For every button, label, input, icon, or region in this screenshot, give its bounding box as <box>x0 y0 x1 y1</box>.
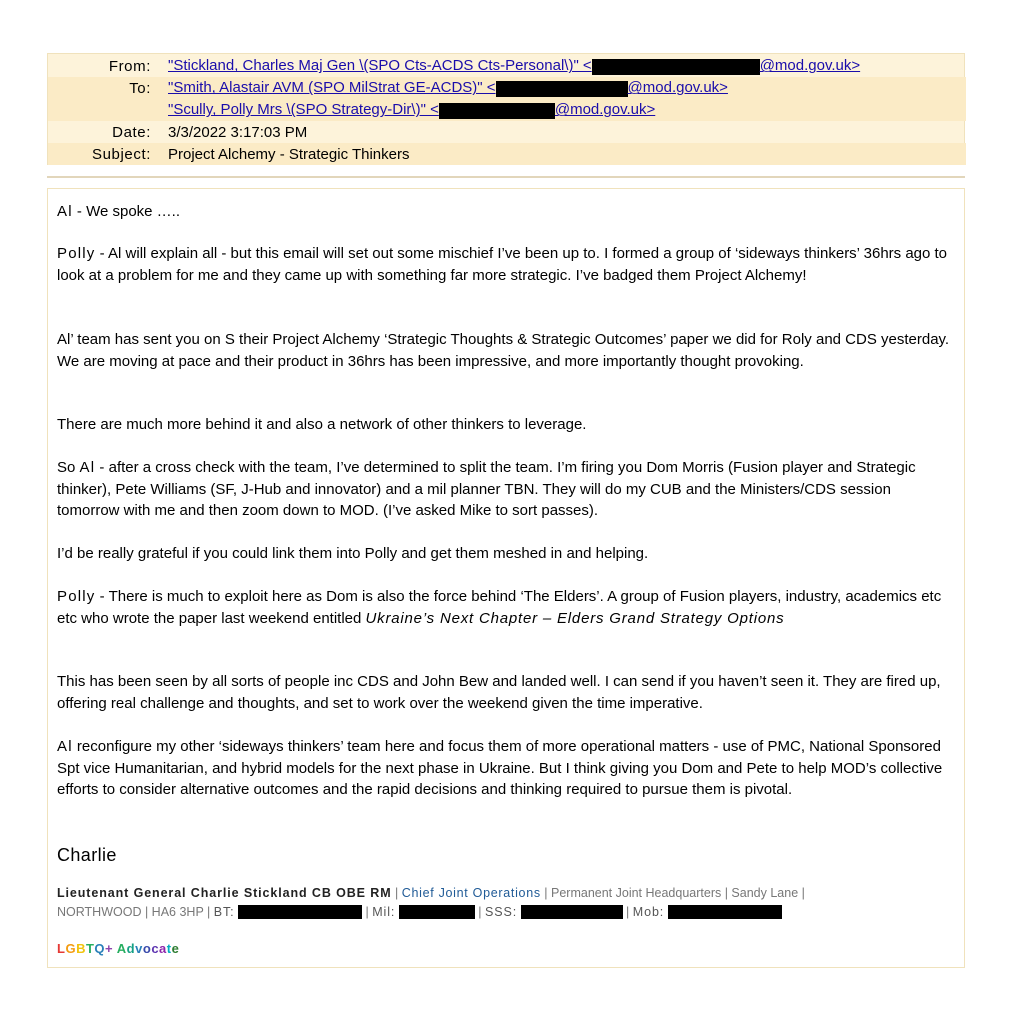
paper-title: Ukraine’s Next Chapter – Elders Grand Strategy Options <box>365 609 785 627</box>
recipient-name: Al <box>57 203 73 220</box>
to1-name: "Smith, Alastair AVM (SPO MilStrat GE-ACDS)" < <box>168 79 496 97</box>
badge-letter: G <box>65 941 77 956</box>
from-label: From: <box>108 57 151 75</box>
badge-letter: t <box>166 941 172 956</box>
signature-full-name: Lieutenant General Charlie Stickland CB OBE RM <box>57 886 392 900</box>
paragraph-3: Al’ team has sent you on S their Project Alchemy ‘Strategic Thoughts & Strategic Outcomes’ paper we did for Roly and CDS yesterday. We are moving at pace and their product in 36hrs has been impressive, and more importantly thought provoking. <box>57 331 950 370</box>
date-label: Date: <box>112 123 151 141</box>
recipient-name: Al <box>57 738 73 755</box>
badge-letter: B <box>76 941 86 956</box>
subject-row <box>48 143 966 165</box>
badge-letter: o <box>142 941 152 956</box>
paragraph-7: Polly - There is much to exploit here as Dom is also the force behind ‘The Elders’. A group of Fusion players, industry, academics etc etc who wrote the paper last weekend entitled Ukraine’s Next Chapter – Elders Grand Strategy Options <box>57 588 942 627</box>
badge-letter: L <box>57 941 66 956</box>
paragraph-9: Al reconfigure my other ‘sideways thinkers’ team here and focus them of more operational matters - use of PMC, National Sponsored Spt vice Humanitarian, and hybrid models for the next phase in Ukraine. But I think giving you Dom and Pete to help MOD’s collective efforts to consider alternative outcomes and the rapid decisions and thinking required to pursue them is pivotal. <box>57 738 943 798</box>
badge-letter: + <box>105 941 114 956</box>
signature-line-2: NORTHWOOD | HA6 3HP | BT: | Mil: | SSS: | Mob: <box>57 905 782 919</box>
paragraph-8: This has been seen by all sorts of people inc CDS and John Bew and landed well. I can send if you haven’t seen it. They are fired up, offering real challenge and thoughts, and set to work over the weekend given the time imperative. <box>57 673 941 712</box>
mob-label: Mob: <box>632 905 665 919</box>
badge-letter: A <box>116 941 127 956</box>
badge-letter: Q <box>94 941 106 956</box>
to-address-link-2[interactable] <box>168 101 655 118</box>
recipient-name: Al <box>79 459 96 476</box>
sss-label: SSS: <box>484 905 518 919</box>
to-value-1 <box>168 79 728 96</box>
to-row <box>48 77 966 99</box>
redaction-block <box>439 103 555 119</box>
from-value <box>168 57 860 74</box>
to-value-2 <box>168 101 655 118</box>
redaction-block <box>399 905 475 919</box>
paragraph-5: So Al - after a cross check with the team, I’ve determined to split the team. I’m firing you Dom Morris (Fusion player and Strategic thinker), Pete Williams (SF, J-Hub and innovator) and a mil planner TBN. They will do my CUB and the Ministers/CDS session tomorrow with me and then zoom down to MOD. (I’ve asked Mike to sort passes). <box>57 459 916 519</box>
paragraph-1: Al - We spoke ….. <box>57 203 181 220</box>
redaction-block <box>668 905 782 919</box>
paragraph-4: There are much more behind it and also a network of other thinkers to leverage. <box>57 416 587 433</box>
redaction-block <box>496 81 628 97</box>
paragraph-6: I’d be really grateful if you could link them into Polly and get them meshed in and helping. <box>57 545 649 562</box>
to1-domain: @mod.gov.uk> <box>627 79 728 97</box>
from-row <box>48 55 966 77</box>
badge-letter: d <box>126 941 136 956</box>
subject-value: Project Alchemy - Strategic Thinkers <box>168 145 410 163</box>
recipient-name: Polly <box>57 245 96 262</box>
header-divider <box>47 176 965 178</box>
to2-name: "Scully, Polly Mrs \(SPO Strategy-Dir\)" < <box>168 101 439 119</box>
signature-address: NORTHWOOD | HA6 3HP | <box>57 905 211 919</box>
redaction-block <box>592 59 760 75</box>
redaction-block <box>238 905 362 919</box>
paragraph-2: Polly - Al will explain all - but this email will set out some mischief I’ve been up to. I formed a group of ‘sideways thinkers’ 36hrs ago to look at a problem for me and they came up with something far more strategic. I’ve badged them Project Alchemy! <box>57 245 948 284</box>
redaction-block <box>521 905 623 919</box>
bt-label: BT: <box>213 905 235 919</box>
signature-name: Charlie <box>57 845 117 865</box>
badge-letter: a <box>159 941 167 956</box>
date-row <box>48 121 966 143</box>
badge-letter: e <box>171 941 180 956</box>
mil-label: Mil: <box>372 905 396 919</box>
from-address-link[interactable] <box>168 57 860 74</box>
lgbtq-advocate-badge <box>57 941 179 956</box>
recipient-name: Polly <box>57 588 96 605</box>
to2-domain: @mod.gov.uk> <box>554 101 656 119</box>
to-label: To: <box>129 79 151 97</box>
subject-label: Subject: <box>92 145 151 163</box>
from-name: "Stickland, Charles Maj Gen \(SPO Cts-ACDS Cts-Personal\)" < <box>168 57 592 75</box>
email-header <box>47 53 965 165</box>
signature-role: Chief Joint Operations <box>401 886 541 900</box>
email-body <box>47 188 965 968</box>
badge-letter: c <box>151 941 160 956</box>
date-value: 3/3/2022 3:17:03 PM <box>168 123 308 141</box>
from-domain: @mod.gov.uk> <box>759 57 861 75</box>
badge-letter: v <box>135 941 143 956</box>
signature-line-1: Lieutenant General Charlie Stickland CB OBE RM | Chief Joint Operations | Permanent Joint Headquarters | Sandy Lane | <box>57 886 805 900</box>
to-row-2 <box>48 99 966 121</box>
to-address-link-1[interactable] <box>168 79 728 96</box>
signature-org: Permanent Joint Headquarters | Sandy Lane | <box>551 886 805 900</box>
badge-letter: T <box>85 941 95 956</box>
